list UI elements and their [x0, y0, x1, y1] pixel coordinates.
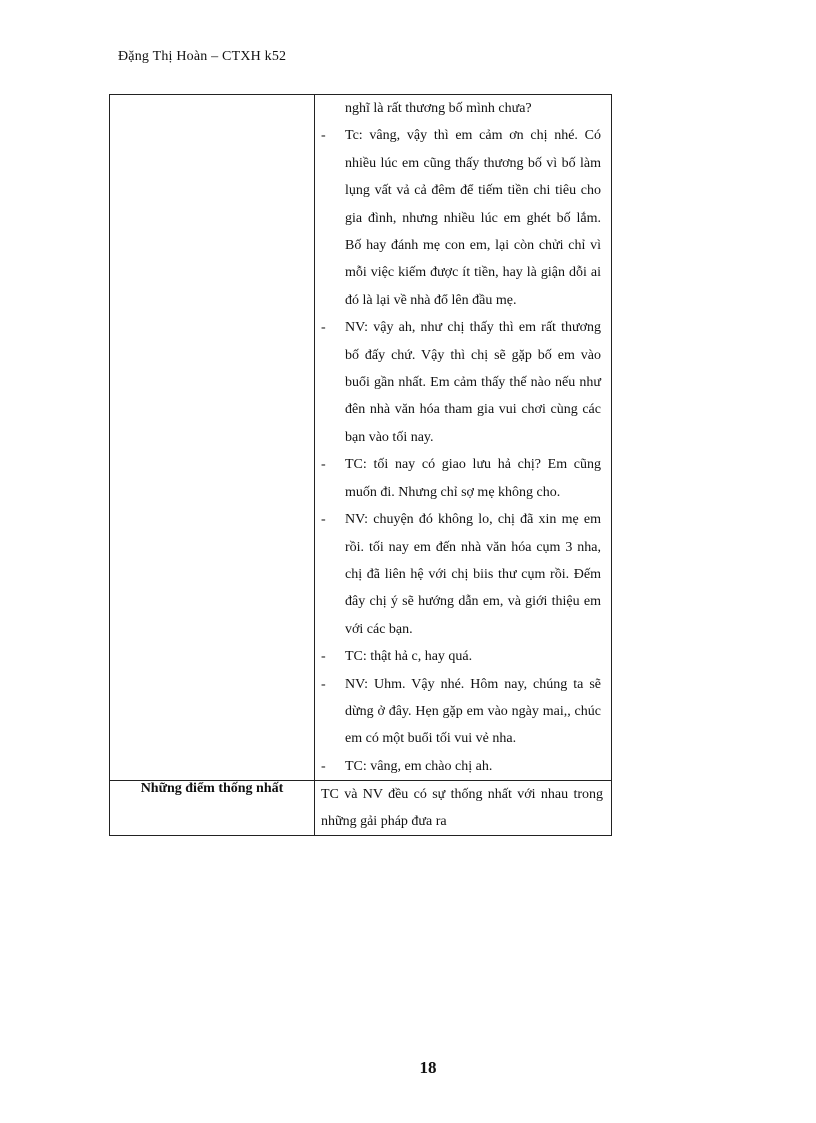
dash-marker: -: [321, 512, 326, 528]
dialogue-cell: [315, 95, 612, 781]
page-number: 18: [419, 1058, 437, 1077]
page-header: Đặng Thị Hoàn – CTXH k52: [118, 49, 287, 64]
dialogue-line: [321, 122, 601, 314]
content-table: [109, 94, 612, 836]
dialogue-text: NV: vậy ah, như chị thấy thì em rất thương bố đấy chứ. Vậy thì chị sẽ gặp bố em vào buổi gần nhất. Em cảm thấy thế nào nếu như đên nhà văn hóa tham gia vui chơi cùng các bạn vào tối nay.: [345, 320, 601, 445]
dialogue-line: [321, 671, 601, 753]
dash-marker: -: [321, 676, 326, 692]
dialogue-text: TC: thật hả c, hay quá.: [345, 649, 473, 665]
summary-label: Những điểm thống nhất: [110, 781, 315, 836]
dialogue-row: [110, 95, 612, 781]
summary-cell: [315, 781, 612, 836]
dialogue-text: nghĩ là rất thương bố mình chưa?: [345, 101, 532, 116]
dialogue-line: [321, 506, 601, 643]
dash-marker: -: [321, 457, 326, 473]
summary-row: [110, 781, 612, 836]
dialogue-text: NV: Uhm. Vậy nhé. Hôm nay, chúng ta sẽ dừng ở đây. Hẹn gặp em vào ngày mai,, chúc em có một buổi tối vui vẻ nha.: [345, 676, 601, 747]
dialogue-text: Tc: vâng, vậy thì em cảm ơn chị nhé. Có nhiều lúc em cũng thấy thương bố vì bố làm lụng vất vả cả đêm để tiếm tiền chi tiêu cho gia đình, nhưng nhiều lúc em ghét bố lắm. Bố hay đánh mẹ con em, lại còn chửi chỉ vì mỗi việc kiếm được ít tiền, hay là giận dỗi ai đó là lại về nhà đổ lên đầu mẹ.: [345, 128, 601, 308]
dialogue-line: [321, 314, 601, 451]
dialogue-list: [315, 95, 611, 780]
dialogue-line: [321, 643, 601, 670]
dialogue-line: [321, 451, 601, 506]
dialogue-text: TC: vâng, em chào chị ah.: [345, 758, 493, 774]
dash-marker: -: [321, 128, 326, 144]
dialogue-line: [321, 95, 601, 122]
dialogue-text: NV: chuyện đó không lo, chị đã xin mẹ em rồi. tối nay em đến nhà văn hóa cụm 3 nha, chị đã liên hệ với chị biis thư cụm rồi. Đếm đây chị ý sẽ hướng dẫn em, và giới thiệu em với các bạn.: [345, 512, 601, 637]
summary-text: TC và NV đều có sự thống nhất với nhau trong những gải pháp đưa ra: [321, 787, 603, 830]
dialogue-label-cell: [110, 95, 315, 781]
dialogue-text: TC: tối nay có giao lưu hả chị? Em cũng muốn đi. Nhưng chỉ sợ mẹ không cho.: [345, 457, 601, 500]
dialogue-line: [321, 753, 601, 780]
dash-marker: -: [321, 320, 326, 336]
dash-marker: -: [321, 758, 326, 774]
dash-marker: -: [321, 649, 326, 665]
